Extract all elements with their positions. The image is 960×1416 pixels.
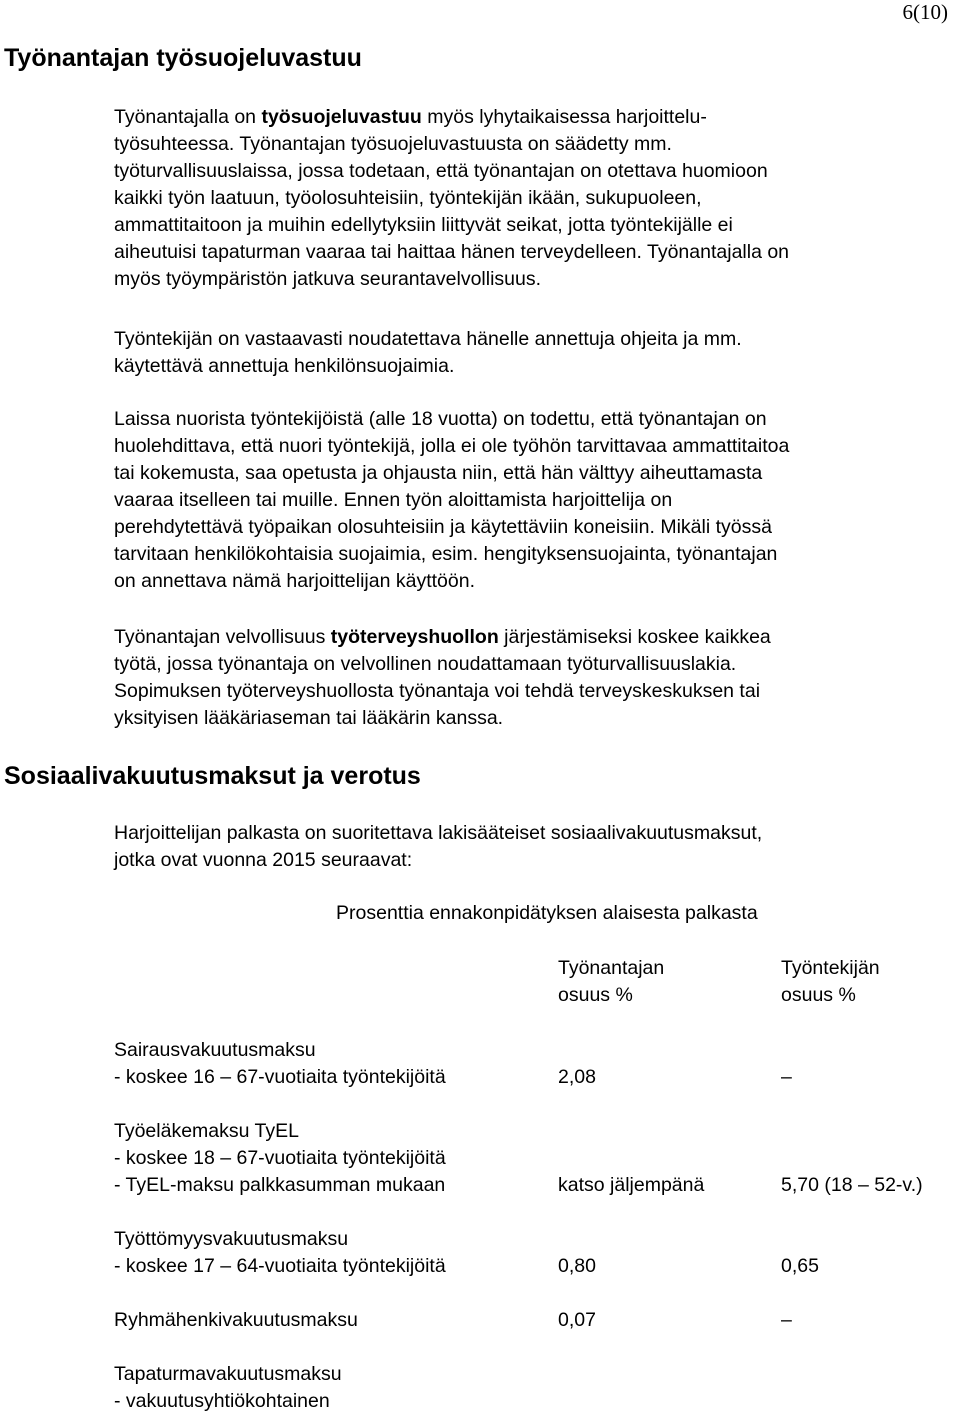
column-header-employer: Työnantajan osuus % — [558, 957, 665, 1006]
employer-share: 2,08 — [558, 1066, 596, 1088]
row-title: Sairausvakuutusmaksu — [114, 1039, 316, 1061]
paragraph-employee-duty — [114, 326, 944, 380]
paragraph-line: työturvallisuuslaissa, jossa todetaan, että työnantajan on otettava huomioon — [114, 160, 768, 182]
row-detail: - koskee 17 – 64-vuotiaita työntekijöitä — [114, 1255, 446, 1277]
table-row-accident-insurance — [114, 1361, 342, 1415]
section-heading-work-safety: Työnantajan työsuojeluvastuu — [4, 44, 362, 72]
paragraph-line: tai kokemusta, saa opetusta ja ohjausta niin, että hän välttyy aiheuttamasta — [114, 462, 763, 484]
bold-term: työterveyshuollon — [330, 626, 499, 648]
employee-share: 0,65 — [781, 1255, 819, 1277]
paragraph-line: työsuhteessa. Työnantajan työsuojeluvastuusta on säädetty mm. — [114, 133, 672, 155]
bold-term: työsuojeluvastuu — [261, 106, 422, 128]
paragraph-line: on annettava nämä harjoittelijan käyttöön. — [114, 570, 475, 592]
row-detail: - TyEL-maksu palkkasumman mukaan — [114, 1174, 446, 1196]
employer-share: 0,07 — [558, 1309, 596, 1331]
table-row-unemployment — [114, 1226, 446, 1280]
employer-share: katso jäljempänä — [558, 1174, 705, 1196]
paragraph-line: jotka ovat vuonna 2015 seuraavat: — [114, 849, 413, 871]
paragraph-line: Harjoittelijan palkasta on suoritettava lakisääteiset sosiaalivakuutusmaksut, — [114, 822, 763, 844]
paragraph-line: perehdytettävä työpaikan olosuhteisiin ja käytettäviin koneisiin. Mikäli työssä — [114, 516, 772, 538]
section-heading-social-insurance: Sosiaalivakuutusmaksut ja verotus — [4, 762, 421, 790]
paragraph-line: Työnantajan velvollisuus työterveyshuollon järjestämiseksi koskee kaikkea — [114, 626, 771, 648]
paragraph-line: tarvitaan henkilökohtaisia suojaimia, esim. hengityksensuojainta, työnantajan — [114, 543, 778, 565]
row-detail: - koskee 18 – 67-vuotiaita työntekijöitä — [114, 1147, 446, 1169]
paragraph-work-safety — [114, 104, 944, 293]
table-row-sickness-insurance — [114, 1037, 446, 1091]
page-number: 6(10) — [902, 0, 948, 24]
employee-share: 5,70 (18 – 52-v.) — [781, 1174, 923, 1196]
employee-share: – — [781, 1309, 792, 1331]
paragraph-line: huolehdittava, että nuori työntekijä, jolla ei ole työhön tarvittavaa ammattitaitoa — [114, 435, 790, 457]
paragraph-line: Sopimuksen työterveyshuollosta työnantaja voi tehdä terveyskeskuksen tai — [114, 680, 761, 702]
table-row-pension — [114, 1118, 446, 1199]
paragraph-line: käytettävä annettuja henkilönsuojaimia. — [114, 355, 455, 377]
row-title: Tapaturmavakuutusmaksu — [114, 1363, 342, 1385]
paragraph-line: Työnantajalla on työsuojeluvastuu myös lyhytaikaisessa harjoittelu- — [114, 106, 707, 128]
paragraph-line: ammattitaitoon ja muihin edellytyksiin liittyvät seikat, jotta työntekijälle ei — [114, 214, 733, 236]
employer-share: 0,80 — [558, 1255, 596, 1277]
row-title: Ryhmähenkivakuutusmaksu — [114, 1309, 358, 1331]
employee-share: – — [781, 1066, 792, 1088]
table-row-group-life — [114, 1307, 358, 1334]
paragraph-line: aiheutuisi tapaturman vaaraa tai haittaa hänen terveydelleen. Työnantajalla on — [114, 241, 790, 263]
paragraph-young-workers — [114, 406, 944, 595]
paragraph-line: Laissa nuorista työntekijöistä (alle 18 vuotta) on todettu, että työnantajan on — [114, 408, 767, 430]
paragraph-line: vaaraa itselleen tai muille. Ennen työn aloittamista harjoittelija on — [114, 489, 673, 511]
paragraph-line: yksityisen lääkäriaseman tai lääkärin kanssa. — [114, 707, 504, 729]
paragraph-occupational-health — [114, 624, 944, 732]
paragraph-line: työtä, jossa työnantaja on velvollinen noudattamaan työturvallisuuslakia. — [114, 653, 737, 675]
row-detail: - koskee 16 – 67-vuotiaita työntekijöitä — [114, 1066, 446, 1088]
paragraph-social-insurance-intro — [114, 820, 944, 874]
column-header-employee: Työntekijän osuus % — [781, 957, 880, 1006]
paragraph-line: myös työympäristön jatkuva seurantavelvollisuus. — [114, 268, 542, 290]
paragraph-line: kaikki työn laatuun, työolosuhteisiin, työntekijän ikään, sukupuoleen, — [114, 187, 702, 209]
row-title: Työttömyysvakuutusmaksu — [114, 1228, 349, 1250]
paragraph-line: Työntekijän on vastaavasti noudatettava hänelle annettuja ohjeita ja mm. — [114, 328, 742, 350]
row-detail: - vakuutusyhtiökohtainen — [114, 1390, 330, 1412]
table-caption: Prosenttia ennakonpidätyksen alaisesta palkasta — [336, 902, 758, 924]
row-title: Työeläkemaksu TyEL — [114, 1120, 299, 1142]
